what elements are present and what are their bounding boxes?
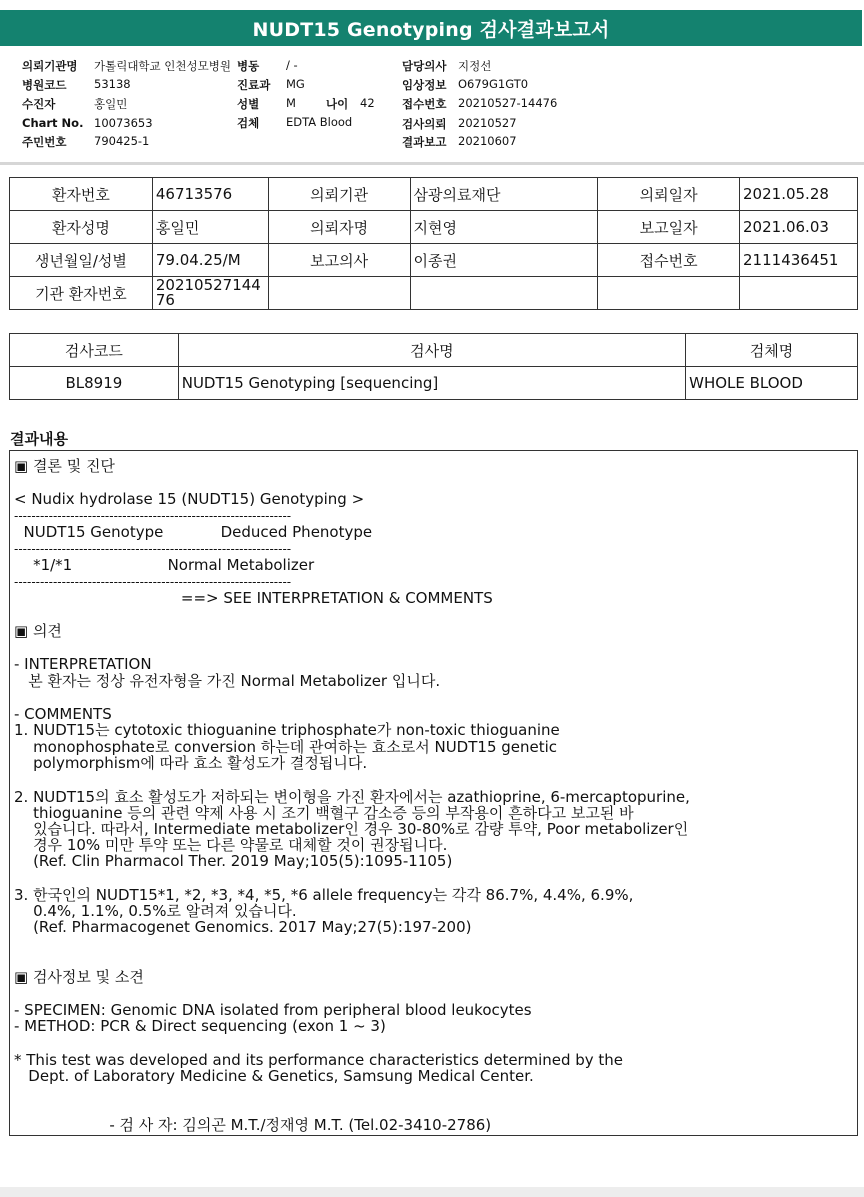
comment-3-line-1: 3. 한국인의 NUDT15*1, *2, *3, *4, *5, *6 allele frequency는 각각 86.7%, 4.4%, 6.9%, — [14, 886, 634, 904]
request-date-value: 2021.05.28 — [740, 178, 858, 211]
reporting-physician-label: 보고의사 — [268, 244, 410, 277]
sex-label: 성별 — [237, 97, 260, 111]
divider-line: ---------------------------------------------------------------- — [14, 509, 292, 523]
chart-no-value: 10073653 — [94, 116, 153, 130]
divider-line: ---------------------------------------------------------------- — [14, 542, 292, 556]
sex-value: M — [286, 96, 296, 110]
comment-1-line-2: monophosphate로 conversion 하는데 관여하는 효소로서 NUDT15 genetic — [14, 738, 558, 756]
opinion-heading: ▣ 의견 — [14, 622, 62, 640]
report-title: NUDT15 Genotyping 검사결과보고서 — [0, 10, 862, 46]
result-section-title: 결과내용 — [10, 430, 68, 448]
specimen-info: - SPECIMEN: Genomic DNA isolated from peripheral blood leukocytes — [14, 1001, 532, 1019]
disclaimer-line-2: Dept. of Laboratory Medicine & Genetics, Samsung Medical Center. — [14, 1067, 534, 1085]
report-header — [0, 58, 864, 153]
empty-cell — [740, 277, 858, 310]
accession-no-value: 20210527-14476 — [458, 96, 558, 110]
specimen-name-value: WHOLE BLOOD — [686, 367, 858, 400]
result-report-label: 결과보고 — [402, 135, 447, 149]
birthdate-sex-label: 생년월일/성별 — [10, 244, 153, 277]
genotype-header: NUDT15 Genotype Deduced Phenotype — [14, 523, 373, 541]
comment-2-line-1: 2. NUDT15의 효소 활성도가 저하되는 변이형을 가진 환자에서는 azathioprine, 6-mercaptopurine, — [14, 788, 690, 806]
examinee-value: 홍일민 — [94, 97, 128, 111]
examiner-info: - 검 사 자: 김의곤 M.T./정재영 M.T. (Tel.02-3410-2786) — [14, 1116, 492, 1134]
specimen-label: 검체 — [237, 116, 260, 130]
method-info: - METHOD: PCR & Direct sequencing (exon 1 ~ 3) — [14, 1017, 386, 1035]
comment-3-reference: (Ref. Pharmacogenet Genomics. 2017 May;27(5):197-200) — [14, 918, 472, 936]
table-row — [10, 277, 858, 310]
accession-no-label: 접수번호 — [402, 97, 447, 111]
empty-cell — [598, 277, 740, 310]
institution-patient-no-label: 기관 환자번호 — [10, 277, 153, 310]
empty-cell — [410, 277, 598, 310]
comment-2-line-3: 있습니다. 따라서, Intermediate metabolizer인 경우 30-80%로 감량 투약, Poor metabolizer인 — [14, 820, 689, 838]
comments-heading: - COMMENTS — [14, 705, 112, 723]
table-row — [10, 367, 858, 400]
comment-2-line-4: 경우 10% 미만 투약 또는 다른 약물로 대체할 것이 권장됩니다. — [14, 836, 448, 854]
referring-institution-label: 의뢰기관명 — [22, 59, 78, 73]
test-info-heading: ▣ 검사정보 및 소견 — [14, 968, 144, 986]
empty-cell — [268, 277, 410, 310]
resident-no-label: 주민번호 — [22, 135, 67, 149]
patient-no-label: 환자번호 — [10, 178, 153, 211]
test-info-table — [9, 333, 858, 400]
request-date-label: 의뢰일자 — [598, 178, 740, 211]
interpretation-text: 본 환자는 정상 유전자형을 가진 Normal Metabolizer 입니다. — [14, 672, 441, 690]
test-code-value: BL8919 — [10, 367, 179, 400]
receipt-no-label: 접수번호 — [598, 244, 740, 277]
patient-info-table — [9, 177, 858, 310]
reporting-physician-value: 이종권 — [410, 244, 598, 277]
comment-1-line-1: 1. NUDT15는 cytotoxic thioguanine triphosphate가 non-toxic thioguanine — [14, 721, 560, 739]
request-date-label: 검사의뢰 — [402, 117, 447, 131]
age-value: 42 — [360, 96, 375, 110]
specimen-value: EDTA Blood — [286, 115, 353, 129]
test-code-header: 검사코드 — [10, 334, 179, 367]
report-date-value: 2021.06.03 — [740, 211, 858, 244]
interpretation-heading: - INTERPRETATION — [14, 655, 152, 673]
birthdate-sex-value: 79.04.25/M — [152, 244, 268, 277]
chart-no-label: Chart No. — [22, 116, 84, 130]
examinee-label: 수진자 — [22, 97, 56, 111]
referring-org-label: 의뢰기관 — [268, 178, 410, 211]
attending-physician-label: 담당의사 — [402, 59, 447, 73]
requester-label: 의뢰자명 — [268, 211, 410, 244]
header-divider — [0, 162, 864, 165]
department-label: 진료과 — [237, 78, 271, 92]
receipt-no-value: 2111436451 — [740, 244, 858, 277]
table-row — [10, 178, 858, 211]
genotype-result: *1/*1 Normal Metabolizer — [14, 556, 315, 574]
department-value: MG — [286, 77, 305, 91]
table-row — [10, 244, 858, 277]
hospital-code-label: 병원코드 — [22, 78, 67, 92]
genotyping-title: < Nudix hydrolase 15 (NUDT15) Genotyping > — [14, 490, 365, 508]
institution-patient-no-value: 2021052714476 — [152, 277, 268, 310]
ward-value: / - — [286, 58, 298, 72]
conclusion-heading: ▣ 결론 및 진단 — [14, 457, 115, 475]
clinical-info-label: 임상정보 — [402, 78, 447, 92]
divider-line: ---------------------------------------------------------------- — [14, 575, 292, 589]
referring-org-value: 삼광의료재단 — [410, 178, 598, 211]
patient-name-label: 환자성명 — [10, 211, 153, 244]
patient-no-value: 46713576 — [152, 178, 268, 211]
test-name-value: NUDT15 Genotyping [sequencing] — [178, 367, 685, 400]
comment-2-line-2: thioguanine 등의 관련 약제 사용 시 조기 백혈구 감소증 등의 부작용이 흔하다고 보고된 바 — [14, 804, 634, 822]
comment-3-line-2: 0.4%, 1.1%, 0.5%로 알려져 있습니다. — [14, 902, 297, 920]
disclaimer-line-1: * This test was developed and its performance characteristics determined by the — [14, 1051, 624, 1069]
request-date-value: 20210527 — [458, 116, 517, 130]
table-header-row — [10, 334, 858, 367]
report-date-label: 보고일자 — [598, 211, 740, 244]
hospital-code-value: 53138 — [94, 77, 131, 91]
see-interpretation-note: ==> SEE INTERPRETATION & COMMENTS — [14, 589, 493, 607]
resident-no-value: 790425-1 — [94, 134, 150, 148]
table-row — [10, 211, 858, 244]
comment-1-line-3: polymorphism에 따라 효소 활성도가 결정됩니다. — [14, 754, 368, 772]
result-content-box — [9, 450, 858, 1136]
clinical-info-value: O679G1GT0 — [458, 77, 529, 91]
attending-physician-value: 지정선 — [458, 59, 492, 73]
age-label: 나이 — [326, 97, 349, 111]
requester-value: 지현영 — [410, 211, 598, 244]
patient-name-value: 홍일민 — [152, 211, 268, 244]
specimen-name-header: 검체명 — [686, 334, 858, 367]
referring-institution-value: 가톨릭대학교 인천성모병원 — [94, 59, 231, 73]
page-bottom-band — [0, 1187, 864, 1197]
comment-2-reference: (Ref. Clin Pharmacol Ther. 2019 May;105(5):1095-1105) — [14, 852, 453, 870]
ward-label: 병동 — [237, 59, 260, 73]
result-report-value: 20210607 — [458, 134, 517, 148]
test-name-header: 검사명 — [178, 334, 685, 367]
